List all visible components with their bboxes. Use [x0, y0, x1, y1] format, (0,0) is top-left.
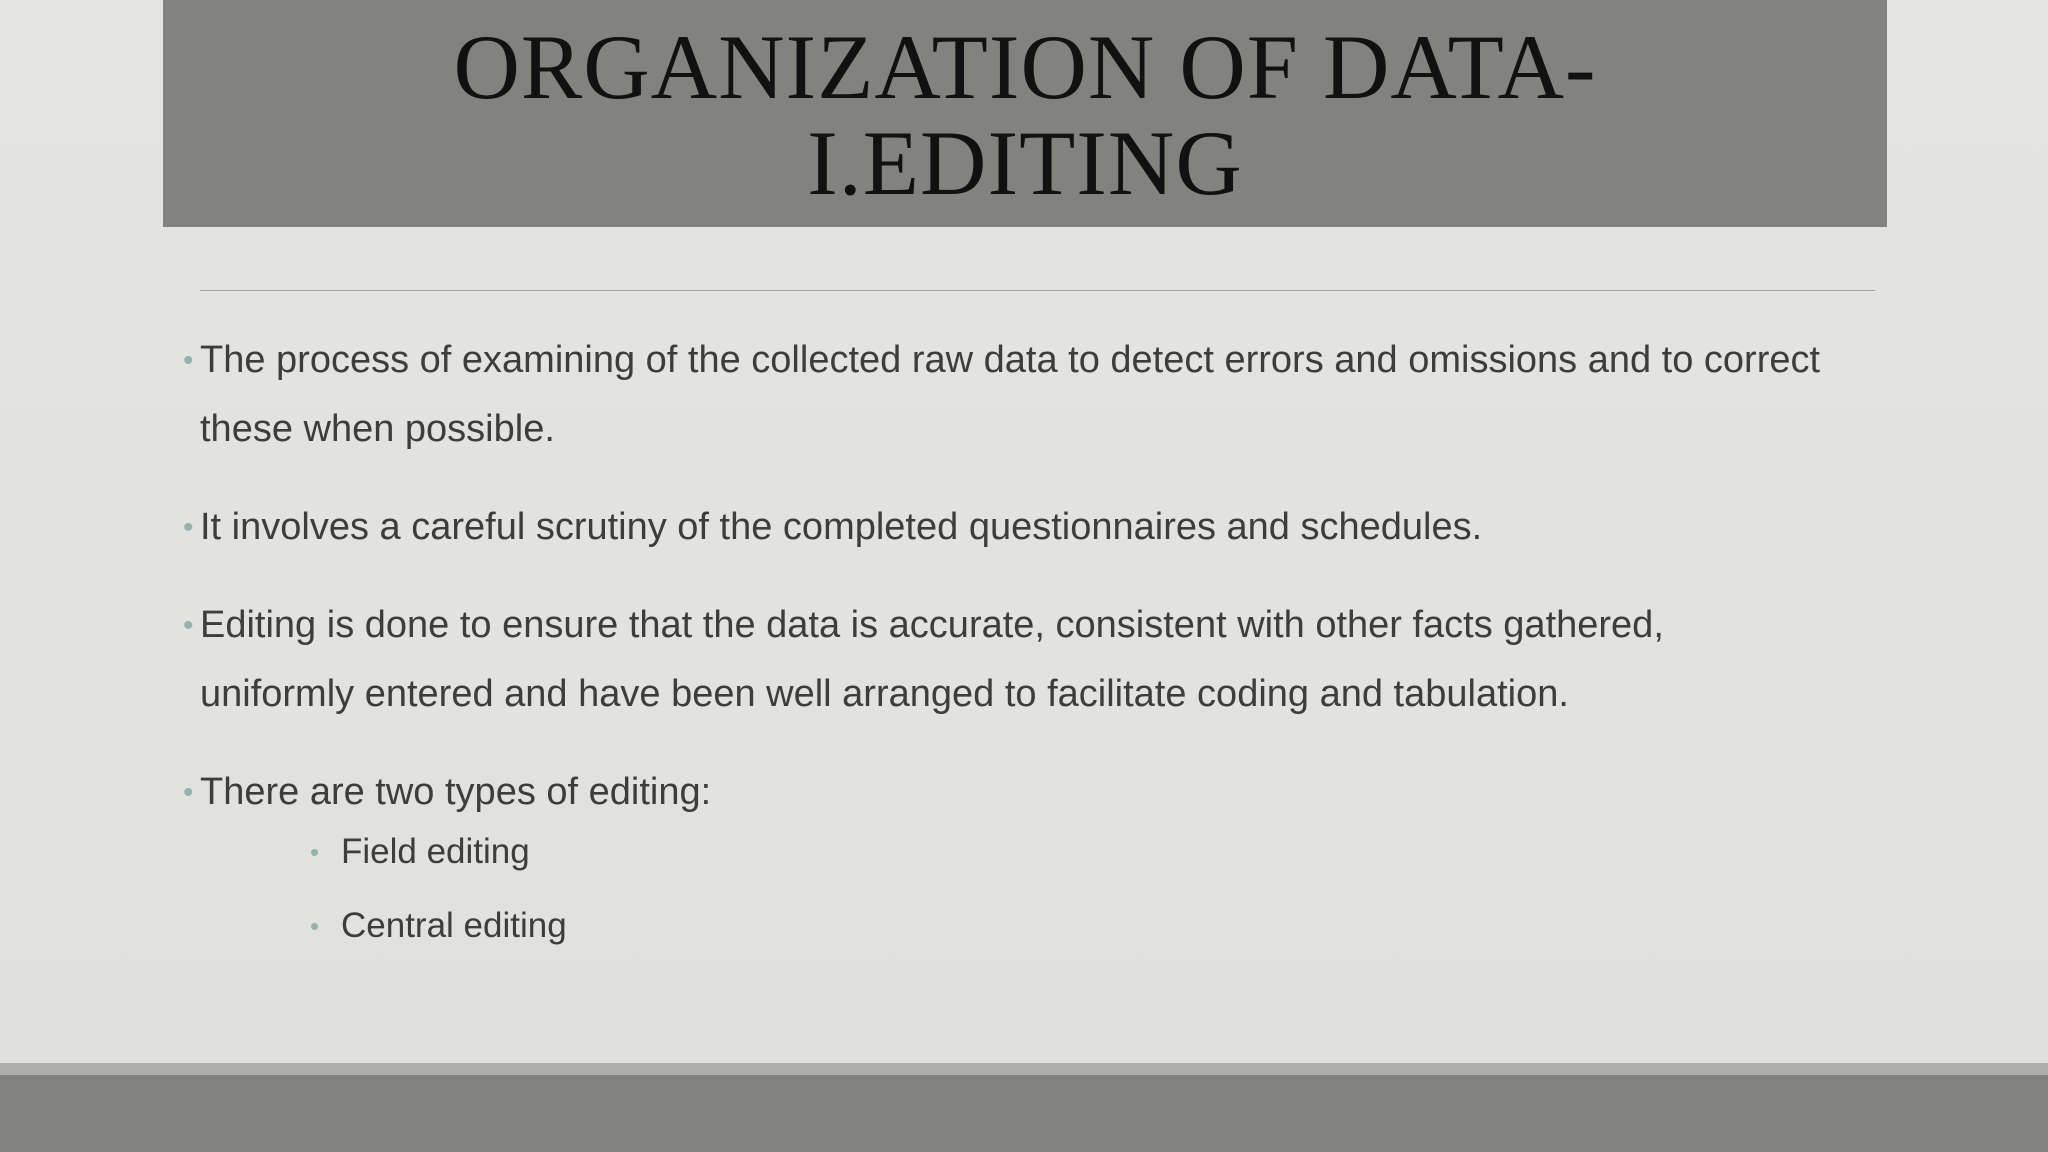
bullet-text: There are two types of editing: [200, 771, 712, 813]
bullet-item [183, 493, 1823, 562]
footer-accent-line [0, 1063, 2048, 1075]
sub-bullet-dot-icon: • [310, 837, 320, 867]
slide-title [453, 15, 1597, 214]
bullet-item [183, 591, 1823, 729]
sub-bullet-item [310, 906, 1823, 946]
sub-bullet-text: Central editing [341, 906, 567, 945]
title-banner [163, 0, 1887, 227]
bullet-dot-icon: • [183, 511, 194, 544]
slide-title-line-1: ORGANIZATION OF DATA- [453, 15, 1597, 118]
slide-title-line-2: I.EDITING [807, 111, 1243, 214]
slide-body [183, 326, 1823, 980]
bullet-dot-icon: • [183, 776, 194, 809]
title-divider [200, 290, 1875, 291]
bullet-dot-icon: • [183, 609, 194, 642]
sub-bullet-list [183, 832, 1823, 946]
bullet-text: Editing is done to ensure that the data is accurate, consistent with other facts gathered, uniformly entered and have been well arranged to facilitate coding and tabulation. [200, 604, 1664, 715]
bullet-text: The process of examining of the collected raw data to detect errors and omissions and to correct these when possible. [200, 339, 1821, 450]
bullet-item [183, 326, 1823, 464]
bullet-text: It involves a careful scrutiny of the completed questionnaires and schedules. [200, 506, 1483, 548]
sub-bullet-item [310, 832, 1823, 872]
bullet-dot-icon: • [183, 344, 194, 377]
bullet-item [183, 758, 1823, 827]
sub-bullet-dot-icon: • [310, 911, 320, 941]
footer-band [0, 1075, 2048, 1152]
sub-bullet-text: Field editing [341, 832, 530, 871]
